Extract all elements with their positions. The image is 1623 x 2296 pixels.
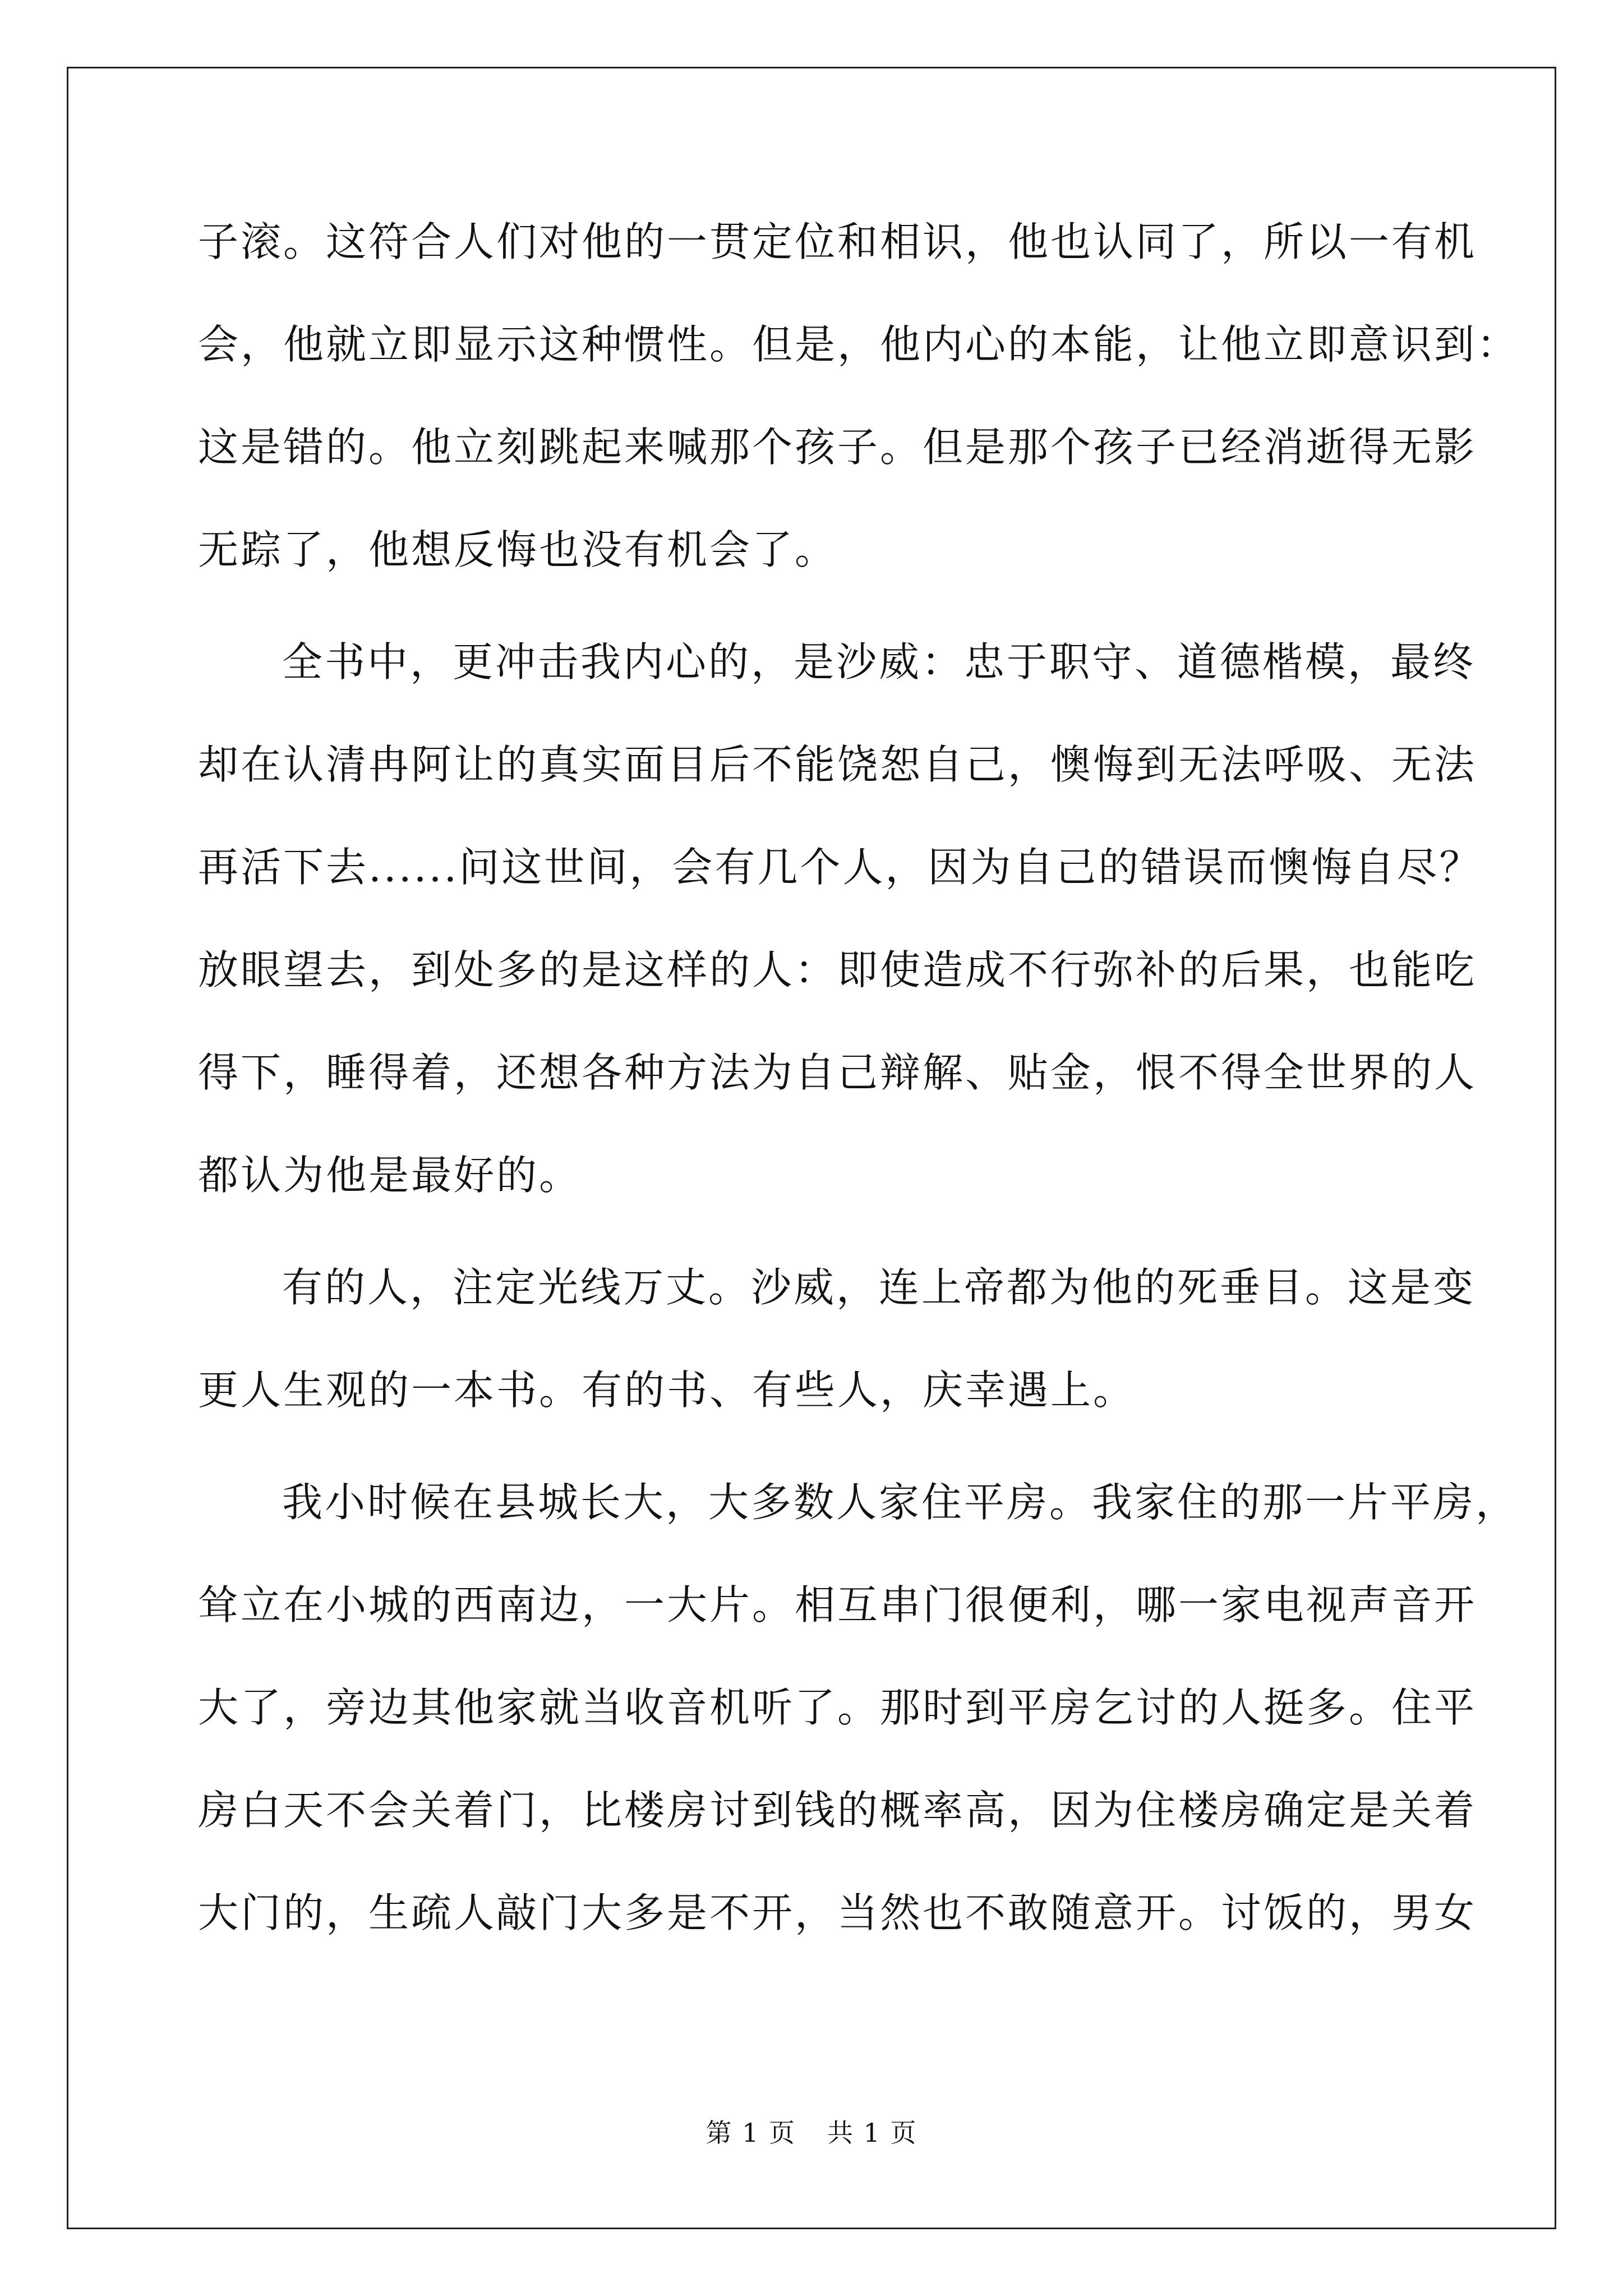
text-line: 房白天不会关着门，比楼房讨到钱的概率高，因为住楼房确定是关着 <box>198 1787 1477 1834</box>
text-line: 大门的，生疏人敲门大多是不开，当然也不敢随意开。讨饭的，男女 <box>198 1889 1477 1936</box>
text-line: 更人生观的一本书。有的书、有些人，庆幸遇上。 <box>198 1366 1136 1414</box>
text-line: 耸立在小城的西南边，一大片。相互串门很便利，哪一家电视声音开 <box>198 1581 1477 1628</box>
document-body <box>198 218 1520 1995</box>
text-line: 无踪了，他想反悔也没有机会了。 <box>198 526 838 573</box>
page-footer <box>0 2113 1623 2150</box>
text-line: 放眼望去，到处多的是这样的人：即使造成不行弥补的后果，也能吃 <box>198 946 1477 993</box>
text-line: 得下，睡得着，还想各种方法为自己辩解、贴金，恨不得全世界的人 <box>198 1049 1477 1096</box>
text-line: 却在认清冉阿让的真实面目后不能饶恕自己，懊悔到无法呼吸、无法 <box>198 741 1477 788</box>
text-line: 子滚。这符合人们对他的一贯定位和相识，他也认同了，所以一有机 <box>198 218 1477 265</box>
text-line: 都认为他是最好的。 <box>198 1152 582 1199</box>
text-line: 再活下去......问这世间，会有几个人，因为自己的错误而懊悔自尽？ <box>198 844 1482 891</box>
paragraph-start-line: 全书中，更冲击我内心的，是沙威：忠于职守、道德楷模，最终 <box>282 638 1476 685</box>
page-number: 第 1 页 <box>706 2118 796 2148</box>
text-line: 大了，旁边其他家就当收音机听了。那时到平房乞讨的人挺多。住平 <box>198 1684 1477 1731</box>
paragraph-start-line: 有的人，注定光线万丈。沙威，连上帝都为他的死垂目。这是变 <box>282 1264 1476 1311</box>
page-total: 共 1 页 <box>827 2118 917 2148</box>
text-line: 会，他就立即显示这种惯性。但是，他内心的本能，让他立即意识到： <box>198 321 1520 368</box>
text-line: 这是错的。他立刻跳起来喊那个孩子。但是那个孩子已经消逝得无影 <box>198 424 1477 471</box>
paragraph-start-line: 我小时候在县城长大，大多数人家住平房。我家住的那一片平房， <box>282 1479 1519 1526</box>
